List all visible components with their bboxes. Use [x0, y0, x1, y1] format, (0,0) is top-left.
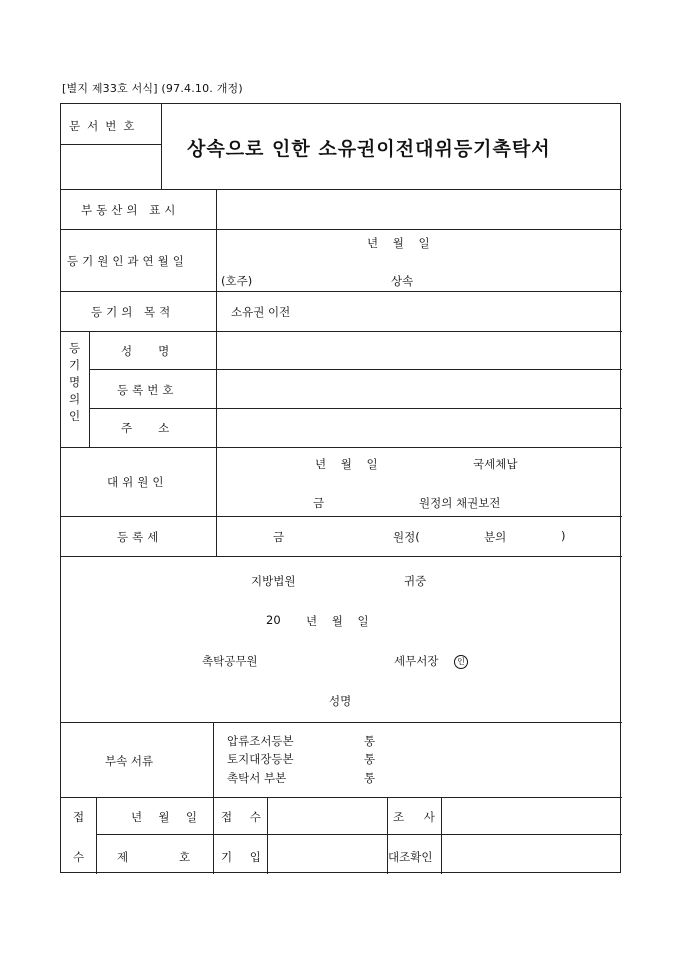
cause-label: 등기원인과연월일 — [67, 254, 188, 268]
tax-won: 원정( — [393, 530, 420, 544]
tax-prefix: 금 — [273, 530, 285, 544]
receipt-number-suffix: 호 — [179, 850, 191, 864]
subrogation-tax: 국세체납 — [473, 457, 518, 471]
property-label: 부동산의 표시 — [81, 203, 180, 217]
receipt-side-top: 접 — [73, 810, 85, 824]
receipt-verify-label: 대조확인 — [388, 850, 433, 864]
doc-number-field[interactable] — [61, 145, 161, 189]
subrogation-date: 년 월 일 — [315, 457, 378, 471]
tax-close: ) — [561, 529, 566, 543]
form-caption: [별지 제33호 서식] (97.4.10. 개정) — [62, 82, 243, 95]
receipt-side-bottom: 수 — [73, 850, 85, 864]
attachment-unit-1: 통 — [364, 734, 376, 748]
receipt-inspect-label: 조 사 — [393, 810, 443, 824]
property-field[interactable] — [217, 190, 621, 229]
registration-form — [60, 103, 621, 873]
attachment-unit-2: 통 — [364, 752, 376, 766]
receipt-entry-label: 기 입 — [221, 850, 268, 864]
registrant-reg-label: 등록번호 — [117, 383, 178, 397]
purpose-value: 소유권 이전 — [231, 305, 291, 319]
official-label: 촉탁공무원 — [202, 654, 258, 668]
receipt-number-prefix: 제 — [117, 850, 129, 864]
court-to: 귀중 — [404, 574, 427, 588]
court-name: 지방법원 — [251, 574, 296, 588]
cause-inherit: 상속 — [391, 274, 414, 288]
office-label: 세무서장 — [394, 654, 439, 668]
seal-mark: 인 — [454, 655, 468, 669]
tax-label: 등록세 — [117, 530, 163, 544]
purpose-label: 등기의 목적 — [91, 305, 175, 319]
registrant-name-field[interactable] — [217, 332, 621, 369]
subrogation-label: 대위원인 — [107, 475, 168, 489]
receipt-entry-field[interactable] — [268, 835, 386, 873]
attachments-label: 부속 서류 — [105, 754, 154, 768]
registrant-name-label: 성명 — [121, 344, 196, 358]
subrogation-amount-prefix: 금 — [313, 496, 325, 510]
doc-number-label: 문서번호 — [69, 119, 142, 133]
receipt-verify-field[interactable] — [442, 835, 621, 873]
date-year-prefix: 20 — [266, 613, 281, 627]
form-title: 상속으로 인한 소유권이전대위등기촉탁서 — [187, 138, 551, 160]
receipt-receive-label: 접 수 — [221, 810, 268, 824]
attachment-unit-3: 통 — [364, 771, 376, 785]
tax-part: 분의 — [484, 530, 507, 544]
attachment-item-2: 토지대장등본 — [227, 752, 294, 766]
signature-label: 성명 — [329, 694, 352, 708]
receipt-receive-field[interactable] — [268, 798, 386, 834]
registrant-addr-field[interactable] — [217, 409, 621, 447]
receipt-date: 년 월 일 — [131, 810, 200, 824]
cause-date: 년 월 일 — [367, 236, 430, 250]
receipt-inspect-field[interactable] — [442, 798, 621, 834]
seal-icon — [454, 653, 468, 669]
attachment-item-1: 압류조서등본 — [227, 734, 294, 748]
cause-heir-label: (호주) — [221, 274, 253, 288]
issue-date: 년 월 일 — [306, 614, 369, 628]
registrant-reg-field[interactable] — [217, 370, 621, 408]
subrogation-amount-suffix: 원정의 채권보전 — [419, 496, 501, 510]
registrant-addr-label: 주소 — [121, 421, 196, 435]
registrant-label: 등기명의인 — [69, 341, 81, 423]
attachment-item-3: 촉탁서 부본 — [227, 771, 287, 785]
